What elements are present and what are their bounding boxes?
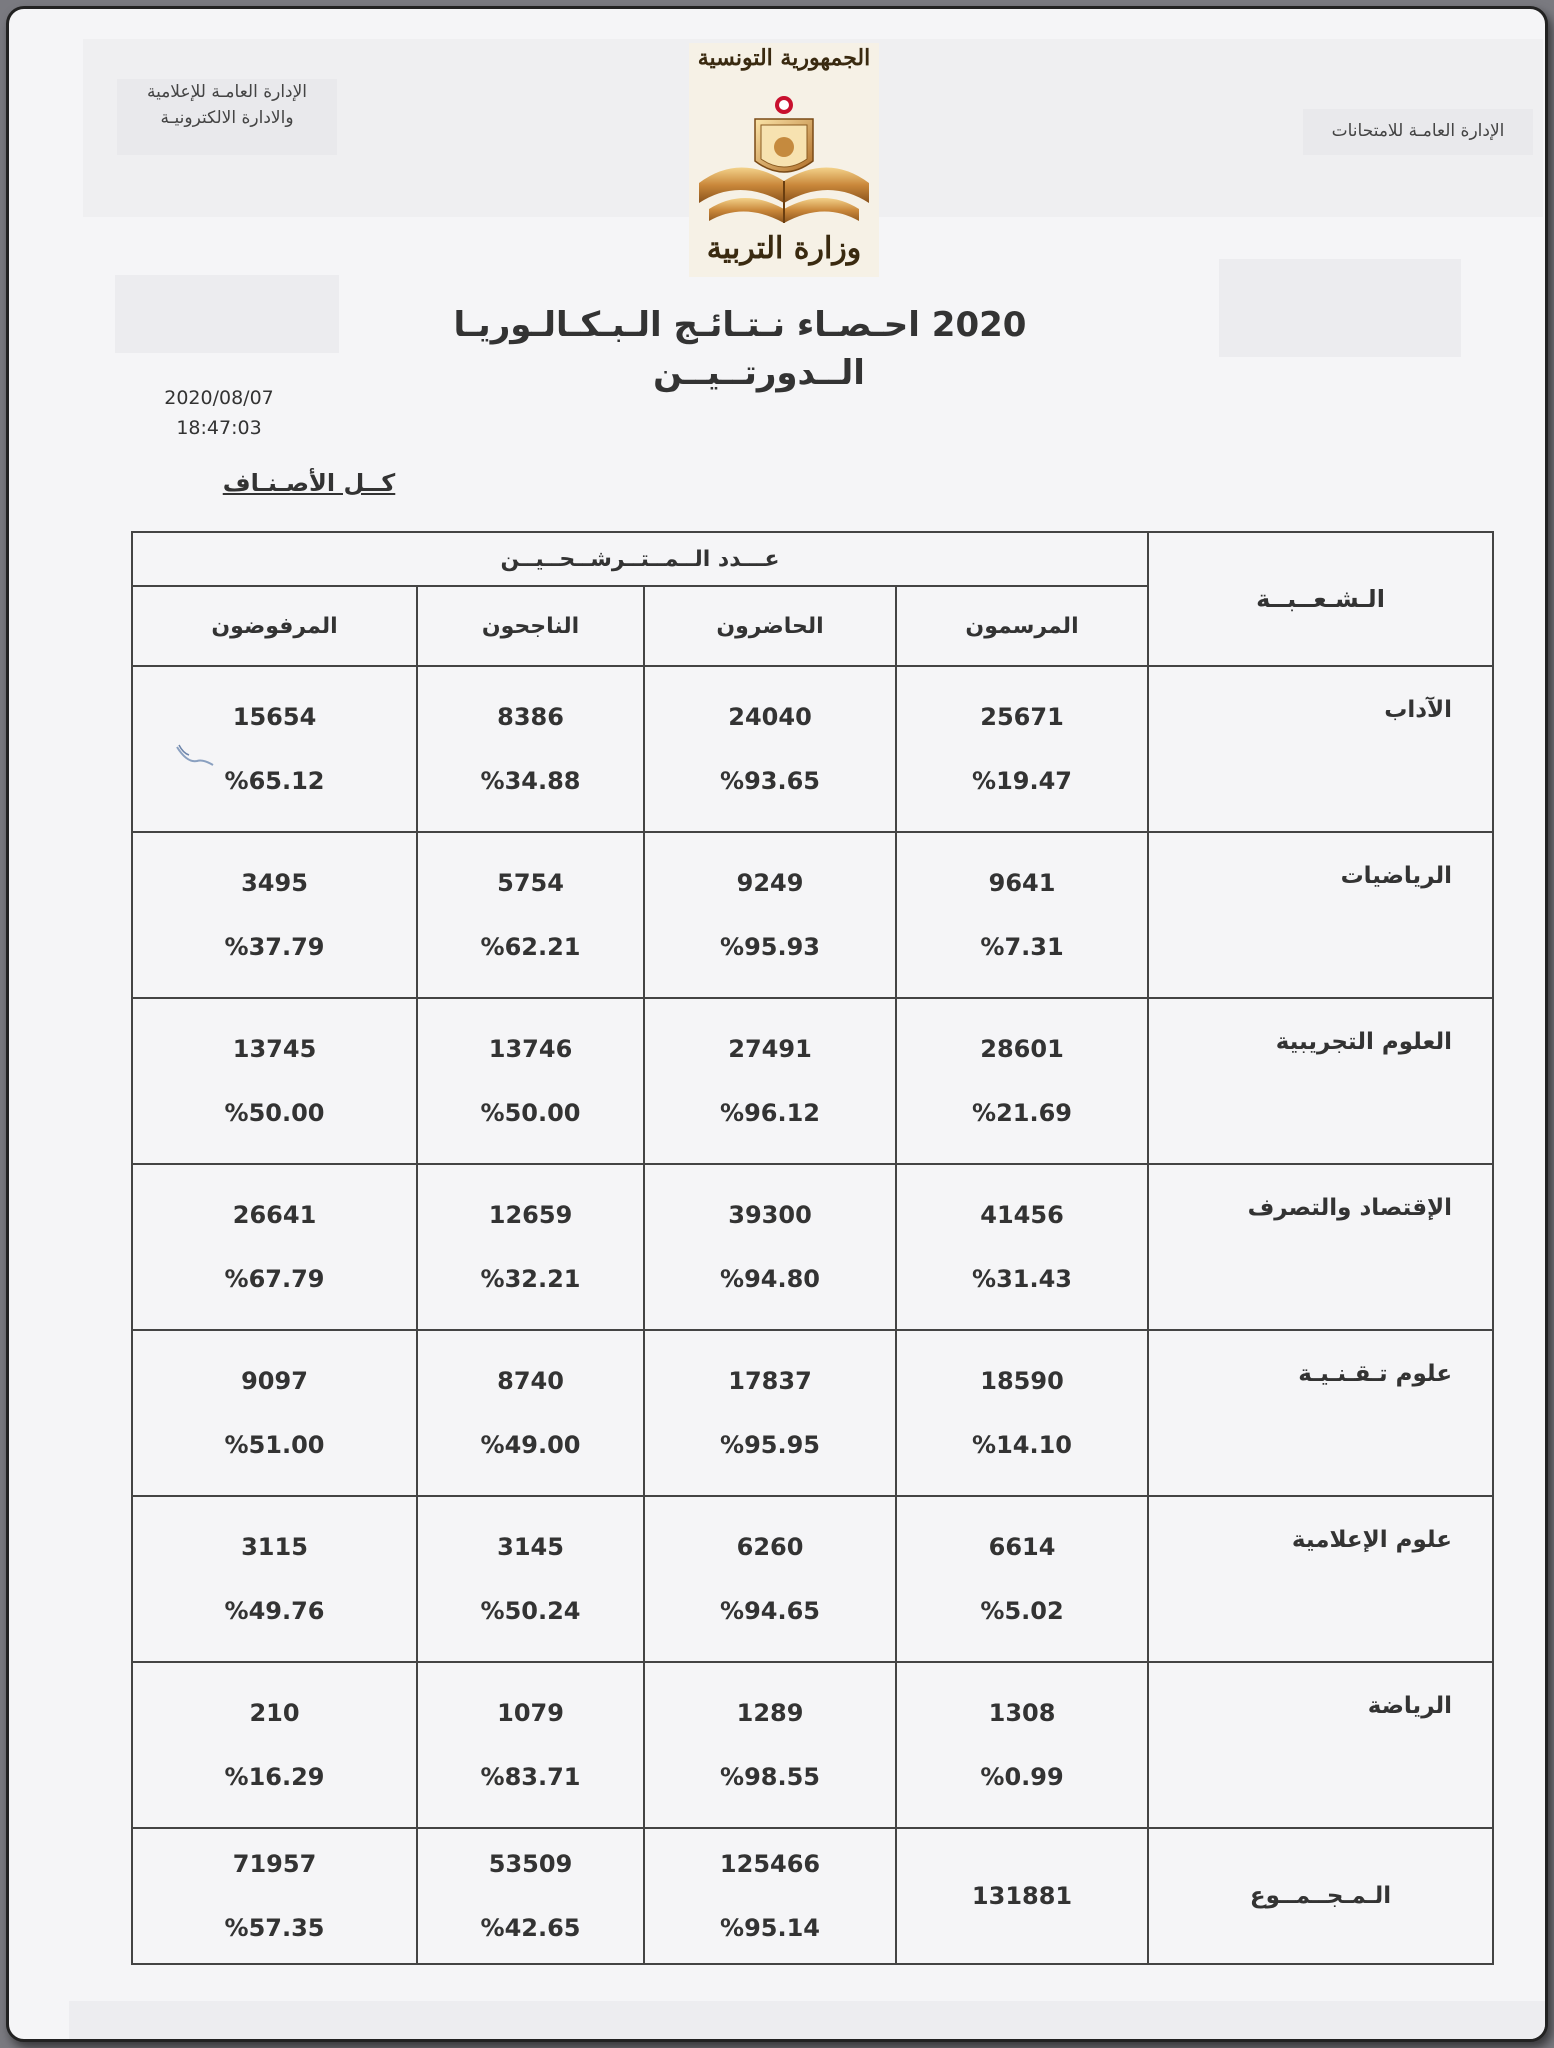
rejected-cell [132, 1828, 417, 1964]
rejected-cell [132, 666, 417, 832]
present-pct: %96.12 [720, 1099, 821, 1127]
header-present: الحاضرون [644, 586, 896, 666]
title-year: 2020 [931, 305, 1027, 345]
rejected-count: 13745 [232, 1035, 317, 1063]
present-pct: %94.65 [720, 1597, 821, 1625]
document-page [6, 6, 1548, 2042]
table-row [132, 832, 1493, 998]
passed-count: 3145 [497, 1533, 564, 1561]
passed-count: 8740 [497, 1367, 564, 1395]
passed-cell [417, 998, 644, 1164]
rejected-cell [132, 832, 417, 998]
header-right-office: الإدارة العامـة للامتحانات [1303, 109, 1533, 155]
rejected-pct: %51.00 [224, 1431, 325, 1459]
timestamp [159, 383, 279, 443]
rejected-cell [132, 1496, 417, 1662]
present-count: 125466 [719, 1850, 821, 1878]
footer-band [69, 2001, 1545, 2039]
registered-cell [896, 1330, 1148, 1496]
header-rejected: المرفوضون [132, 586, 417, 666]
present-pct: %95.93 [720, 933, 821, 961]
registered-count: 28601 [980, 1035, 1064, 1063]
present-cell [644, 1164, 896, 1330]
present-cell [644, 1330, 896, 1496]
registered-pct: %21.69 [972, 1099, 1073, 1127]
registered-count: 6614 [988, 1533, 1056, 1561]
passed-count: 12659 [488, 1201, 573, 1229]
registered-count: 18590 [980, 1367, 1064, 1395]
logo-bottom-text: وزارة التربية [706, 231, 862, 266]
registered-cell [896, 1496, 1148, 1662]
header-registered: المرسمون [896, 586, 1148, 666]
passed-cell [417, 1330, 644, 1496]
registered-pct: %31.43 [972, 1265, 1073, 1293]
table-row [132, 1164, 1493, 1330]
table-row [132, 998, 1493, 1164]
present-count: 24040 [728, 703, 812, 731]
passed-count: 1079 [497, 1699, 564, 1727]
passed-pct: %34.88 [480, 767, 581, 795]
table-row [132, 666, 1493, 832]
registered-count: 1308 [988, 1699, 1056, 1727]
present-count: 6260 [736, 1533, 804, 1561]
branch-name: العلوم التجريبية [1148, 998, 1493, 1164]
table-row [132, 1330, 1493, 1496]
passed-pct: %50.24 [480, 1597, 581, 1625]
registered-pct: %5.02 [980, 1597, 1064, 1625]
rejected-count: 9097 [241, 1367, 308, 1395]
branch-name: الرياضيات [1148, 832, 1493, 998]
header-candidates-group: عـــدد الــمــتــرشــحــيــن [132, 532, 1148, 586]
header-passed: الناجحون [417, 586, 644, 666]
branch-name: الآداب [1148, 666, 1493, 832]
ministry-logo [689, 43, 879, 277]
rejected-pct: %16.29 [224, 1763, 325, 1791]
rejected-pct: %50.00 [224, 1099, 325, 1127]
present-cell [644, 666, 896, 832]
table-row [132, 1662, 1493, 1828]
present-pct: %94.80 [720, 1265, 821, 1293]
rejected-cell [132, 1330, 417, 1496]
rejected-pct: %37.79 [224, 933, 325, 961]
branch-name: علوم الإعلامية [1148, 1496, 1493, 1662]
passed-pct: %83.71 [480, 1763, 581, 1791]
redacted-block-left [115, 275, 339, 353]
category-label: كــل الأصـنـاف [222, 469, 396, 497]
rejected-pct: %49.76 [224, 1597, 325, 1625]
passed-count: 5754 [497, 869, 564, 897]
present-count: 17837 [728, 1367, 812, 1395]
header-branch: الـشـعــبــة [1148, 532, 1493, 666]
passed-cell [417, 832, 644, 998]
registered-cell [896, 666, 1148, 832]
table-row [132, 1496, 1493, 1662]
registered-cell [896, 1164, 1148, 1330]
present-cell [644, 1662, 896, 1828]
passed-pct: %42.65 [480, 1914, 581, 1942]
registered-cell [896, 832, 1148, 998]
title-text: احـصـاء نـتـائـج الـبـكـالـوريـا [453, 305, 920, 345]
page-title [309, 305, 1209, 345]
logo-top-text: الجمهورية التونسية [697, 45, 871, 71]
total-label: الـمـجــمــوع [1148, 1828, 1493, 1964]
rejected-count: 26641 [232, 1201, 317, 1229]
header-left-office [117, 79, 337, 155]
header-left-line1: الإدارة العامـة للإعلامية [146, 82, 308, 102]
passed-count: 8386 [497, 703, 564, 731]
passed-cell [417, 1164, 644, 1330]
passed-cell [417, 1496, 644, 1662]
rejected-cell [132, 1164, 417, 1330]
present-count: 1289 [736, 1699, 804, 1727]
registered-pct: %7.31 [980, 933, 1064, 961]
rejected-count: 3495 [241, 869, 308, 897]
rejected-cell [132, 998, 417, 1164]
rejected-count: 15654 [232, 703, 317, 731]
rejected-cell [132, 1662, 417, 1828]
registered-pct: %19.47 [972, 767, 1073, 795]
registered-count: 25671 [980, 703, 1064, 731]
registered-pct: %14.10 [972, 1431, 1073, 1459]
present-cell [644, 832, 896, 998]
rejected-count: 3115 [241, 1533, 308, 1561]
present-count: 27491 [728, 1035, 812, 1063]
present-cell [644, 998, 896, 1164]
branch-name: الإقتصاد والتصرف [1148, 1164, 1493, 1330]
passed-pct: %49.00 [480, 1431, 581, 1459]
passed-count: 13746 [488, 1035, 573, 1063]
branch-name: علوم تـقـنـيـة [1148, 1330, 1493, 1496]
registered-count: 9641 [988, 869, 1056, 897]
registered-count: 131881 [971, 1882, 1073, 1910]
rejected-count: 71957 [232, 1850, 317, 1878]
passed-cell [417, 1662, 644, 1828]
header-left-line2: والادارة الالكترونيـة [160, 108, 294, 128]
registered-cell [896, 1662, 1148, 1828]
redacted-block-right [1219, 259, 1461, 357]
rejected-count: 210 [249, 1699, 300, 1727]
timestamp-date: 2020/08/07 [164, 387, 274, 409]
present-pct: %95.14 [720, 1914, 821, 1942]
present-pct: %95.95 [720, 1431, 821, 1459]
passed-count: 53509 [488, 1850, 573, 1878]
passed-pct: %50.00 [480, 1099, 581, 1127]
present-cell [644, 1828, 896, 1964]
rejected-pct: %65.12 [224, 767, 325, 795]
present-count: 9249 [736, 869, 804, 897]
passed-pct: %62.21 [480, 933, 581, 961]
rejected-pct: %57.35 [224, 1914, 325, 1942]
rejected-pct: %67.79 [224, 1265, 325, 1293]
timestamp-time: 18:47:03 [176, 417, 262, 439]
present-count: 39300 [728, 1201, 812, 1229]
registered-cell [896, 1828, 1148, 1964]
passed-pct: %32.21 [480, 1265, 581, 1293]
passed-cell [417, 666, 644, 832]
registered-pct: %0.99 [980, 1763, 1064, 1791]
present-pct: %98.55 [720, 1763, 821, 1791]
branch-name: الرياضة [1148, 1662, 1493, 1828]
present-pct: %93.65 [720, 767, 821, 795]
passed-cell [417, 1828, 644, 1964]
total-row [132, 1828, 1493, 1964]
registered-count: 41456 [980, 1201, 1064, 1229]
results-table [131, 531, 1494, 1965]
present-cell [644, 1496, 896, 1662]
registered-cell [896, 998, 1148, 1164]
page-subtitle: الــدورتــيــن [653, 353, 865, 393]
